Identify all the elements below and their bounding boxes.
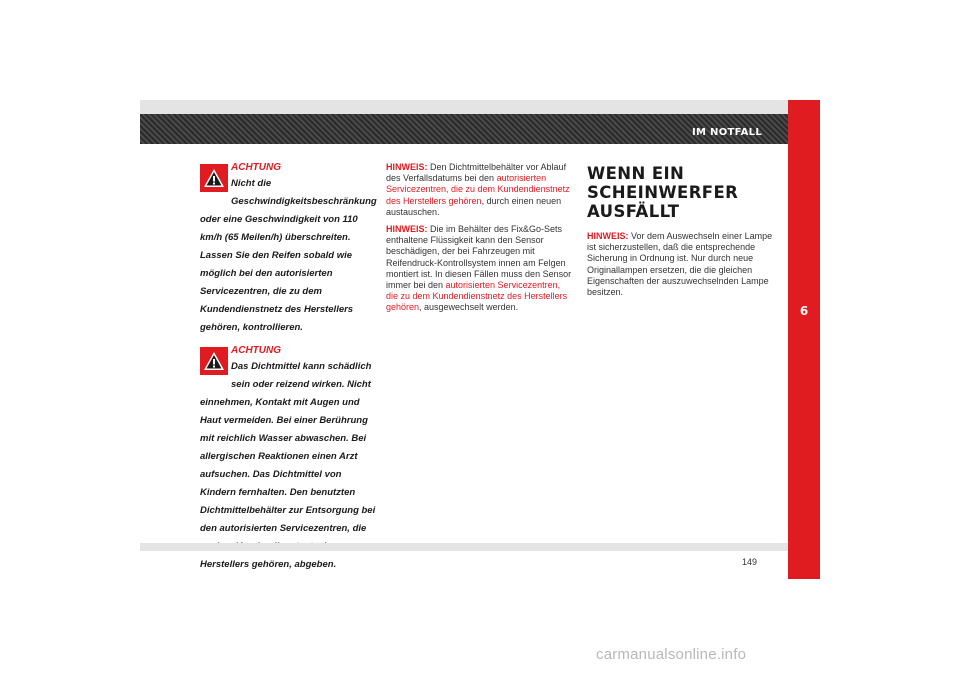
note-text: Die im Behälter des Fix&Go-Sets enthaltene Flüssigkeit kann den Sensor beschädigen, der bei Fahrzeugen mit Reifendruck-Kontrollsystem innen am Felgen montiert ist. In diesen Fällen muss den Sensor immer bei den [386, 224, 572, 291]
note-text: , ausgewechselt werden. [419, 302, 519, 313]
note-label: HINWEIS: [587, 231, 629, 241]
note-text: Den Dichtmittelbehälter vor Ablauf des Verfallsdatums bei den [386, 162, 567, 184]
note-label: HINWEIS: [386, 162, 428, 172]
chapter-number: 6 [799, 304, 809, 318]
warning-box [200, 162, 378, 335]
note-label: HINWEIS: [386, 224, 428, 235]
note-text: , durch einen neuen austauschen. [386, 195, 562, 217]
warning-triangle-icon [200, 347, 228, 375]
bottom-strip [140, 543, 788, 551]
warning-box [200, 345, 378, 572]
warning-text: Das Dichtmittel kann schädlich sein oder reizend wirken. Nicht einnehmen, Kontakt mit Augen und Haut vermeiden. Bei einer Berührung mit reichlich Wasser abwaschen. Bei allergischen Reaktionen einen Arzt aufsuchen. Das Dichtmittel von Kindern fernhalten. Den benutzten Dichtmittelbehälter zur Entsorgung bei den autorisierten Servicezentren, die Herstellers gehören, abgeben. [200, 361, 376, 570]
note-paragraph [386, 162, 572, 218]
watermark: carmanualsonline.info [596, 646, 747, 663]
note-highlight: autorisierten Servicezentren, die zu dem Kundendienstnetz des Herstellers gehören [386, 173, 570, 206]
middle-column [386, 162, 572, 320]
section-title: WENN EIN SCHEINWERFER AUSFÄLLT [587, 164, 739, 221]
warning-title: ACHTUNG [231, 345, 281, 356]
header-title: IM NOTFALL [691, 127, 762, 138]
top-strip [140, 100, 788, 114]
warning-triangle-icon [200, 164, 228, 192]
note-highlight: autorisierten Servicezentren, die zu dem Kundendienstnetz des Herstellers gehören [386, 280, 568, 313]
page-number: 149 [742, 557, 758, 567]
right-column [587, 164, 775, 298]
note-text: Vor dem Auswechseln einer Lampe ist sicherzustellen, daß die entsprechende Sicherung in Ordnung ist. Nur durch neue Originallampen ersetzen, die die gleichen Eigenschaften der auszuwechselnden Lampe besitzen. [587, 231, 773, 298]
chapter-tab [788, 100, 820, 579]
warning-title: ACHTUNG [231, 162, 281, 173]
note-paragraph [587, 231, 775, 298]
warning-text: Nicht die Geschwindigkeitsbeschränkung oder eine Geschwindigkeit von 110 km/h (65 Meilen/h) überschreiten. Lassen Sie den Reifen sobald wie möglich bei den autorisierten Servicezentren, die zu dem Kundendienstnetz des Herstellers gehören, kontrollieren. [200, 178, 377, 333]
note-paragraph [386, 224, 572, 314]
header-band [140, 114, 788, 144]
left-column [200, 162, 378, 582]
